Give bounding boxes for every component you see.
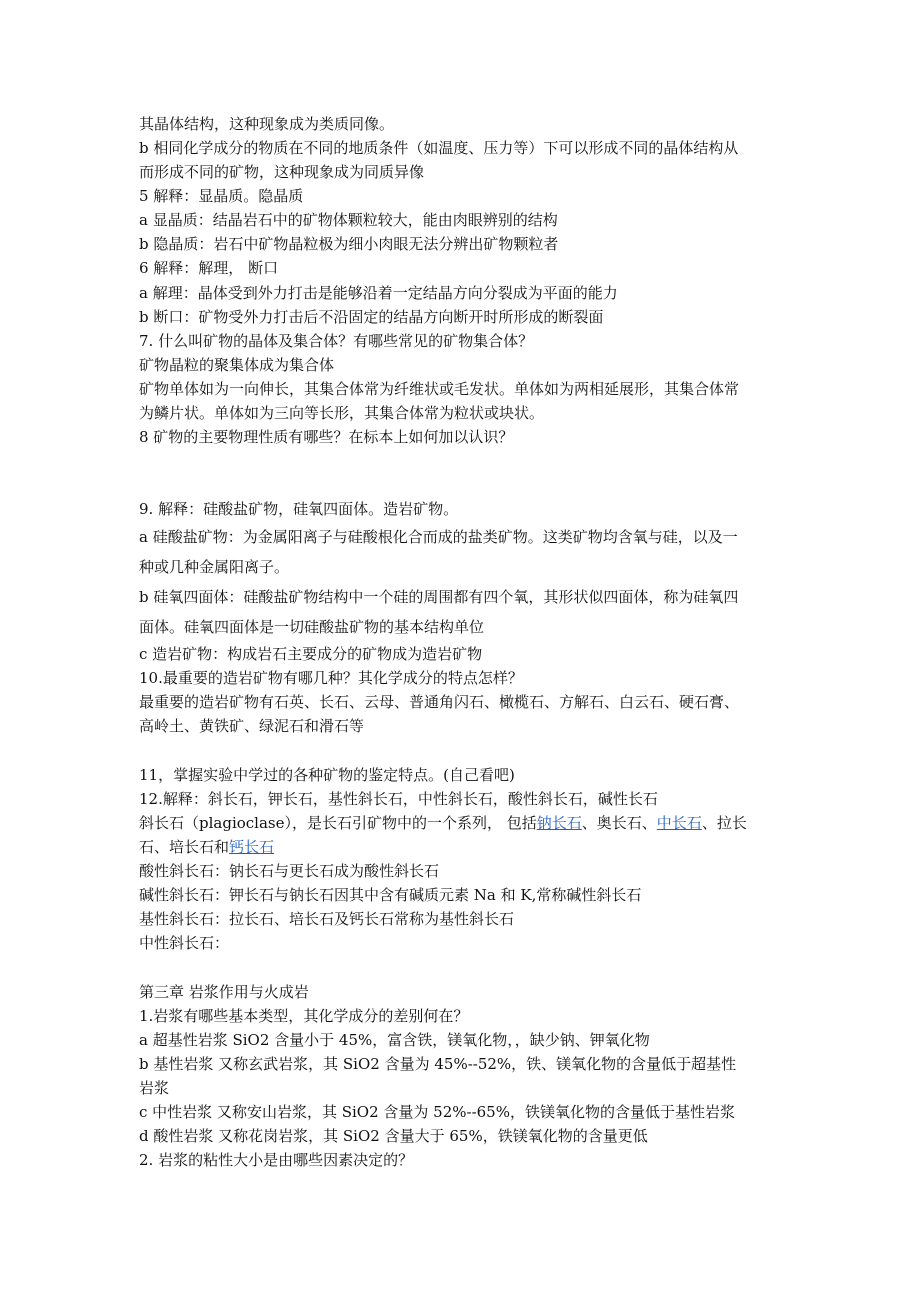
text-line: 基性斜长石：拉长石、培长石及钙长石常称为基性斜长石 (139, 910, 515, 928)
text-line: c 造岩矿物：构成岩石主要成分的矿物成为造岩矿物 (139, 645, 483, 663)
text-line: b 基性岩浆 又称玄武岩浆，其 SiO2 含量为 45%--52%，铁、镁氧化物的含量低于超基性 (139, 1055, 737, 1073)
text-line: 矿物晶粒的聚集体成为集合体 (139, 356, 335, 374)
text-line: 1.岩浆有哪些基本类型，其化学成分的差别何在？ (139, 1007, 469, 1025)
text-line: d 酸性岩浆 又称花岗岩浆，其 SiO2 含量大于 65%，铁镁氧化物的含量更低 (139, 1127, 648, 1145)
text-line: 面体。硅氧四面体是一切硅酸盐矿物的基本结构单位 (139, 618, 485, 636)
plagioclase-line-1 (139, 812, 789, 834)
text-line: b 断口：矿物受外力打击后不沿固定的结晶方向断开时所形成的断裂面 (139, 308, 604, 326)
plagioclase-line-2 (139, 836, 789, 858)
chapter-heading: 第三章 岩浆作用与火成岩 (139, 983, 309, 1001)
text-line: 其晶体结构，这种现象成为类质同像。 (139, 115, 395, 133)
text-line: b 相同化学成分的物质在不同的地质条件（如温度、压力等）下可以形成不同的晶体结构从 (139, 139, 739, 157)
text-line: 10.最重要的造岩矿物有哪几种？其化学成分的特点怎样？ (139, 669, 523, 687)
text-line: 酸性斜长石：钠长石与更长石成为酸性斜长石 (139, 862, 440, 880)
text-segment: 石、培长石和 (139, 838, 230, 856)
text-line: 中性斜长石： (139, 934, 230, 952)
link-anorthite[interactable]: 钙长石 (229, 838, 275, 856)
text-line: a 解理：晶体受到外力打击是能够沿着一定结晶方向分裂成为平面的能力 (139, 284, 618, 302)
text-line: 为鳞片状。单体如为三向等长形，其集合体常为粒状或块状。 (139, 404, 545, 422)
text-line: c 中性岩浆 又称安山岩浆，其 SiO2 含量为 52%--65%，铁镁氧化物的含量低于基性岩浆 (139, 1103, 735, 1121)
text-line: 9. 解释：硅酸盐矿物，硅氧四面体。造岩矿物。 (139, 500, 459, 518)
text-line: a 超基性岩浆 SiO2 含量小于 45%，富含铁，镁氧化物，，缺少钠、钾氧化物 (139, 1031, 650, 1049)
text-line: a 显晶质：结晶岩石中的矿物体颗粒较大，能由肉眼辨别的结构 (139, 211, 558, 229)
text-line: 5 解释：显晶质。隐晶质 (139, 187, 304, 205)
text-line: 2. 岩浆的粘性大小是由哪些因素决定的？ (139, 1151, 414, 1169)
text-line: 最重要的造岩矿物有石英、长石、云母、普通角闪石、橄榄石、方解石、白云石、硬石膏、 (139, 693, 740, 711)
text-line: b 硅氧四面体：硅酸盐矿物结构中一个硅的周围都有四个氧，其形状似四面体，称为硅氧四 (139, 588, 739, 606)
text-line: 11，掌握实验中学过的各种矿物的鉴定特点。(自己看吧) (139, 766, 515, 784)
text-segment: 斜长石（plagioclase），是长石引矿物中的一个系列， 包括 (139, 814, 537, 832)
text-line: 种或几种金属阳离子。 (139, 558, 290, 576)
text-line: 高岭土、黄铁矿、绿泥石和滑石等 (139, 717, 365, 735)
text-line: a 硅酸盐矿物：为金属阳离子与硅酸根化合而成的盐类矿物。这类矿物均含氧与硅，以及一 (139, 528, 738, 546)
text-line: 碱性斜长石：钾长石与钠长石因其中含有碱质元素 Na 和 K,常称碱性斜长石 (139, 886, 642, 904)
text-line: 而形成不同的矿物，这种现象成为同质异像 (139, 163, 425, 181)
link-andesine[interactable]: 中长石 (656, 814, 702, 832)
text-line: b 隐晶质：岩石中矿物晶粒极为细小肉眼无法分辨出矿物颗粒者 (139, 235, 559, 253)
link-albite[interactable]: 钠长石 (536, 814, 582, 832)
text-line: 6 解释：解理， 断口 (139, 259, 279, 277)
text-segment: 、奥长石、 (581, 814, 657, 832)
text-line: 12.解释：斜长石，钾长石，基性斜长石，中性斜长石，酸性斜长石，碱性长石 (139, 790, 658, 808)
text-line: 矿物单体如为一向伸长，其集合体常为纤维状或毛发状。单体如为两相延展形，其集合体常 (139, 380, 740, 398)
text-line: 7. 什么叫矿物的晶体及集合体？有哪些常见的矿物集合体？ (139, 332, 534, 350)
text-line: 岩浆 (139, 1079, 170, 1097)
text-line: 8 矿物的主要物理性质有哪些？在标本上如何加以认识？ (139, 428, 514, 446)
text-segment: 、拉长 (701, 814, 747, 832)
